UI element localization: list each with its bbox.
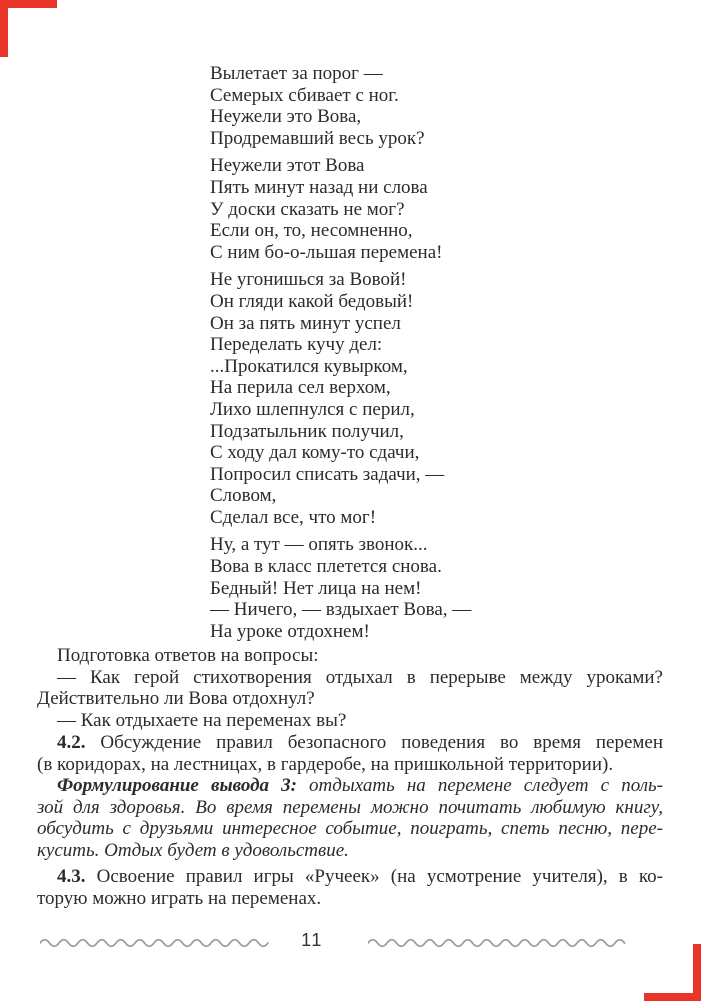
poem-line: Ну, а тут — опять звонок... <box>210 534 428 556</box>
poem-stanza <box>210 534 471 642</box>
body-line <box>37 732 663 754</box>
poem-line: Лихо шлепнулся с перил, <box>210 398 415 420</box>
poem <box>210 63 471 648</box>
text-segment: Действительно ли Вова отдохнул? <box>37 688 315 709</box>
body-line <box>37 866 663 888</box>
text-segment: — Как отдыхаете на переменах вы? <box>57 709 347 731</box>
body-line <box>37 754 663 776</box>
poem-line: У доски сказать не мог? <box>210 198 405 220</box>
poem-line: Вылетает за порог — <box>210 63 383 84</box>
text-segment: Обсуждение правил безопасного поведения во время перемен <box>100 732 664 753</box>
page-number: 11 <box>301 930 323 950</box>
poem-line: С ним бо-о-льшая перемена! <box>210 241 443 263</box>
poem-line: Словом, <box>210 485 277 507</box>
text-segment: кусить. Отдых будет в удовольствие. <box>37 839 349 861</box>
text-segment: торую можно играть на переменах. <box>37 887 322 909</box>
poem-line: На уроке отдохнем! <box>210 620 370 642</box>
poem-stanza <box>210 269 471 528</box>
body-line <box>37 645 663 667</box>
wavy-divider-right <box>368 938 630 948</box>
poem-line: Переделать кучу дел: <box>210 334 383 356</box>
body-text <box>37 645 663 909</box>
poem-line: Подзатыльник получил, <box>210 420 404 442</box>
body-line <box>37 797 663 819</box>
page-footer <box>0 929 701 953</box>
poem-line: Неужели это Вова, <box>210 106 362 128</box>
corner-decoration-top-left <box>0 0 57 57</box>
poem-line: Он за пять минут успел <box>210 312 401 334</box>
poem-line: Попросил списать задачи, — <box>210 463 445 485</box>
poem-line: ...Прокатился кувырком, <box>210 355 408 377</box>
poem-stanza <box>210 63 471 149</box>
body-line <box>37 775 663 797</box>
wavy-divider-left <box>40 938 270 948</box>
text-segment: Освоение правил игры «Ручеек» (на усмотрение учителя), в ко- <box>96 866 664 887</box>
text-segment: (в коридорах, на лестницах, в гардеробе, на пришкольной территории). <box>37 753 614 775</box>
poem-line: Продремавший весь урок? <box>210 127 425 149</box>
text-segment: отдыхать на перемене следует с поль- <box>309 775 663 796</box>
body-line <box>37 667 663 689</box>
text-segment: 4.3. <box>57 866 97 887</box>
text-segment: Формулирование вывода 3: <box>57 775 310 796</box>
poem-line: Не угонишься за Вовой! <box>210 269 407 291</box>
body-line <box>37 710 663 732</box>
poem-line: С ходу дал кому-то сдачи, <box>210 442 420 464</box>
poem-line: Вова в класс плетется снова. <box>210 556 442 578</box>
poem-stanza <box>210 155 471 263</box>
body-line <box>37 818 663 840</box>
text-segment: 4.2. <box>57 732 101 753</box>
poem-line: Семерых сбивает с ног. <box>210 84 399 106</box>
poem-line: Неужели этот Вова <box>210 155 365 177</box>
poem-line: Если он, то, несомненно, <box>210 220 413 242</box>
poem-line: Сделал все, что мог! <box>210 506 377 528</box>
poem-line: На перила сел верхом, <box>210 377 391 399</box>
poem-line: Он гляди какой бедовый! <box>210 290 414 312</box>
poem-line: Бедный! Нет лица на нем! <box>210 577 422 599</box>
poem-line: Пять минут назад ни слова <box>210 176 428 198</box>
text-segment: обсудить с друзьями интересное событие, поиграть, спеть песню, пере- <box>37 818 663 839</box>
poem-line: — Ничего, — вздыхает Вова, — <box>210 599 472 621</box>
text-segment: — Как герой стихотворения отдыхал в перерыве между уроками? <box>57 666 663 688</box>
text-segment: Подготовка ответов на вопросы: <box>57 645 319 666</box>
text-segment: зой для здоровья. Во время перемены можно почитать любимую книгу, <box>37 796 663 818</box>
